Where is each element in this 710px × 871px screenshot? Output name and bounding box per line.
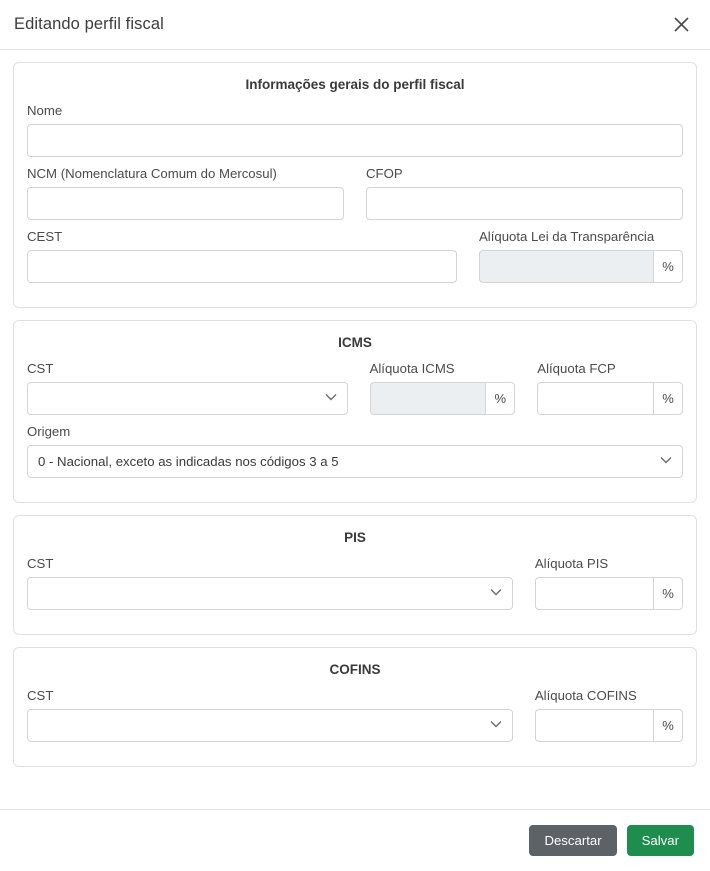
field-aliquota-pis [535,555,683,610]
field-aliquota-icms [370,360,516,415]
aliquota-icms-input[interactable] [370,382,486,415]
aliquota-lei-group [479,250,683,283]
icms-cst-select[interactable] [27,382,348,415]
aliquota-pis-group [535,577,683,610]
section-icms-title: ICMS [338,335,372,350]
aliquota-fcp-input[interactable] [537,382,653,415]
aliquota-cofins-input[interactable] [535,709,653,742]
field-cest [27,228,457,283]
aliquota-cofins-group [535,709,683,742]
field-origem [27,423,683,478]
chevron-down-icon [490,588,502,599]
section-pis [13,515,697,635]
section-icms [13,320,697,503]
percent-suffix: % [653,250,683,283]
section-general-title: Informações gerais do perfil fiscal [245,77,465,92]
label-aliquota-icms: Alíquota ICMS [369,361,455,376]
label-ncm: NCM (Nomenclatura Comum do Mercosul) [27,166,277,181]
field-aliquota-cofins [535,687,683,742]
row-ncm-cfop [27,165,683,228]
field-nome [27,102,683,157]
discard-button[interactable]: Descartar [529,825,616,856]
label-aliquota-lei: Alíquota Lei da Transparência [478,229,655,244]
chevron-down-icon [325,393,337,404]
origem-select[interactable] [27,445,683,478]
row-icms-top [27,360,683,423]
row-cest-aliquota [27,228,683,291]
row-cofins [27,687,683,750]
origem-value: 0 - Nacional, exceto as indicadas nos códigos 3 a 5 [38,454,339,469]
chevron-down-icon [490,720,502,731]
field-cfop [366,165,683,220]
label-origem: Origem [27,424,71,439]
field-pis-cst [27,555,513,610]
field-aliquota-lei [479,228,683,283]
section-cofins [13,647,697,767]
label-aliquota-pis: Alíquota PIS [534,556,609,571]
pis-cst-select[interactable] [27,577,513,610]
cest-input[interactable] [27,250,457,283]
close-icon[interactable] [668,12,694,38]
percent-suffix: % [653,382,683,415]
field-cofins-cst [27,687,513,742]
label-cest: CEST [27,229,63,244]
section-general [13,62,697,308]
label-nome: Nome [27,103,63,118]
aliquota-lei-input[interactable] [479,250,653,283]
percent-suffix: % [653,577,683,610]
dialog-body [0,50,710,809]
percent-suffix: % [485,382,515,415]
percent-suffix: % [653,709,683,742]
dialog-footer [0,809,710,871]
aliquota-fcp-group [537,382,683,415]
cofins-cst-select[interactable] [27,709,513,742]
save-button[interactable]: Salvar [627,825,694,856]
nome-input[interactable] [27,124,683,157]
dialog-header [0,0,710,50]
aliquota-icms-group [370,382,516,415]
field-icms-cst [27,360,348,415]
row-pis [27,555,683,618]
cfop-input[interactable] [366,187,683,220]
label-icms-cst: CST [27,361,54,376]
section-pis-title: PIS [344,530,366,545]
label-aliquota-fcp: Alíquota FCP [537,361,616,376]
chevron-down-icon [660,456,672,467]
field-aliquota-fcp [537,360,683,415]
label-cofins-cst: CST [27,688,54,703]
field-ncm [27,165,344,220]
ncm-input[interactable] [27,187,344,220]
section-cofins-title: COFINS [329,662,381,677]
label-pis-cst: CST [27,556,54,571]
label-cfop: CFOP [366,166,403,181]
page-title: Editando perfil fiscal [14,15,164,33]
aliquota-pis-input[interactable] [535,577,653,610]
label-aliquota-cofins: Alíquota COFINS [534,688,637,703]
